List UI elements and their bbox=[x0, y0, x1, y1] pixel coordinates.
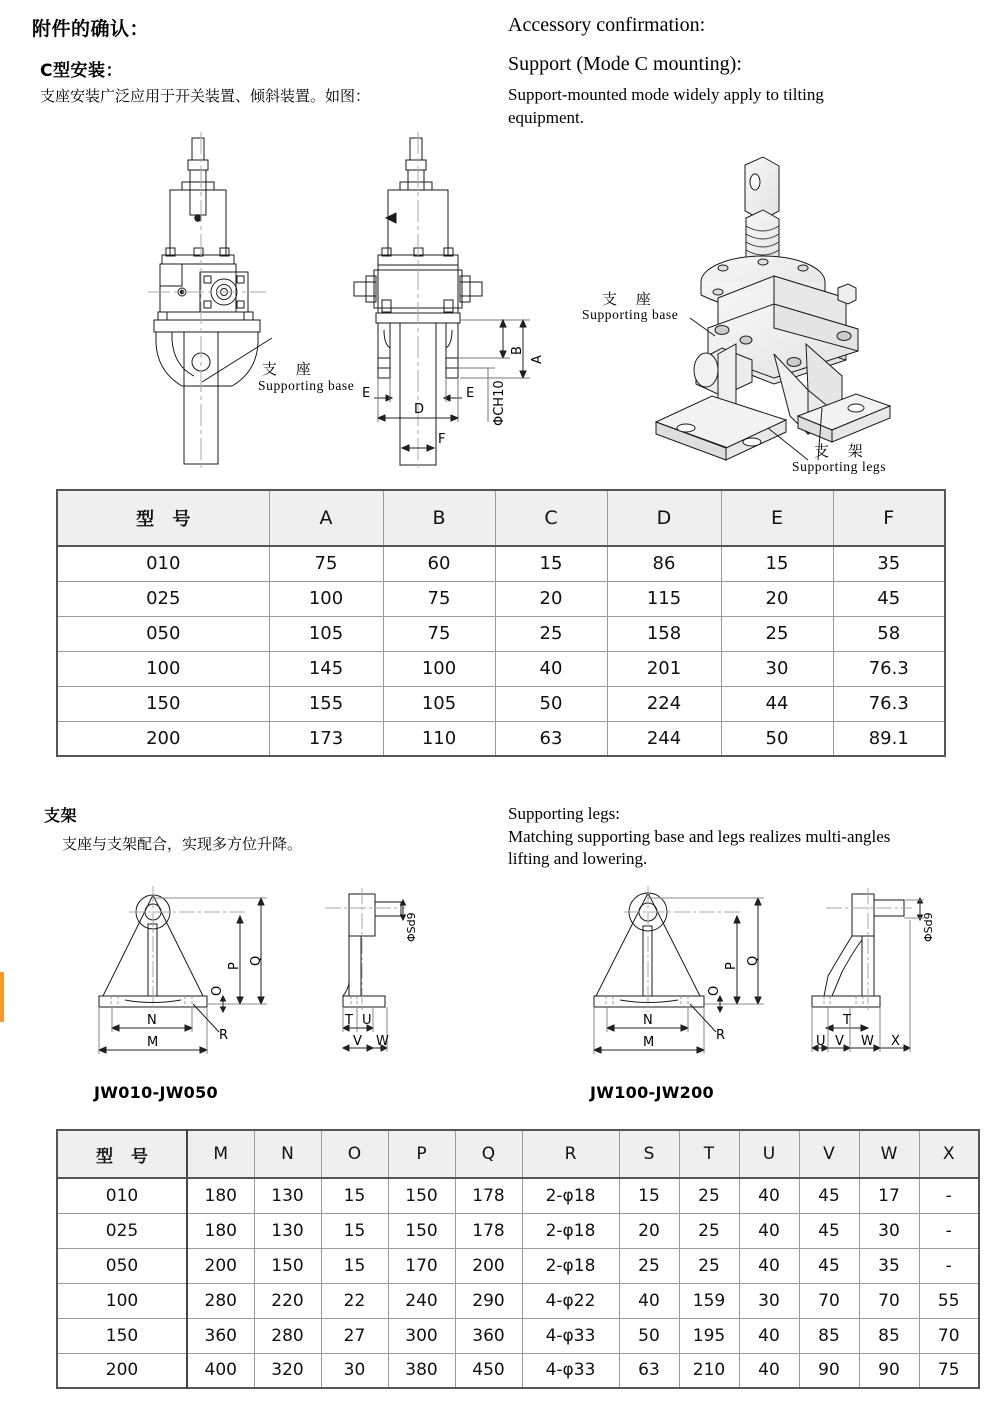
cell-n: 220 bbox=[254, 1283, 321, 1318]
column-header-w: W bbox=[859, 1130, 919, 1178]
cell-f: 76.3 bbox=[833, 651, 945, 686]
cell-p: 150 bbox=[388, 1178, 455, 1213]
cell-a: 173 bbox=[269, 721, 383, 756]
dim-label-R-large: R bbox=[716, 1028, 726, 1043]
cell-m: 400 bbox=[187, 1353, 254, 1388]
cell-t: 210 bbox=[679, 1353, 739, 1388]
table-row bbox=[57, 651, 945, 686]
cell-model: 010 bbox=[57, 1178, 187, 1213]
cell-a: 100 bbox=[269, 581, 383, 616]
cell-n: 130 bbox=[254, 1178, 321, 1213]
cell-u: 40 bbox=[739, 1248, 799, 1283]
cell-w: 30 bbox=[859, 1213, 919, 1248]
cell-o: 30 bbox=[321, 1353, 388, 1388]
dim-label-E-right: E bbox=[466, 386, 475, 401]
table-row bbox=[57, 581, 945, 616]
cell-f: 89.1 bbox=[833, 721, 945, 756]
cell-e: 50 bbox=[721, 721, 833, 756]
dim-label-N-large: N bbox=[643, 1013, 653, 1028]
cell-m: 360 bbox=[187, 1318, 254, 1353]
cell-t: 25 bbox=[679, 1178, 739, 1213]
column-header-q: Q bbox=[455, 1130, 522, 1178]
dim-label-X-large: X bbox=[891, 1034, 900, 1049]
mode-c-subtitle-cn: C型安装： bbox=[40, 61, 123, 81]
cell-model: 010 bbox=[57, 546, 269, 581]
column-header-b: B bbox=[383, 490, 495, 546]
column-header-d: D bbox=[607, 490, 721, 546]
cell-u: 40 bbox=[739, 1213, 799, 1248]
dim-label-U-small: U bbox=[362, 1013, 372, 1028]
cell-q: 360 bbox=[455, 1318, 522, 1353]
dim-label-A: A bbox=[530, 355, 545, 364]
drawing-isometric-assembly bbox=[560, 140, 990, 480]
cell-b: 75 bbox=[383, 581, 495, 616]
cell-s: 50 bbox=[619, 1318, 679, 1353]
dim-label-P-large: P bbox=[724, 962, 739, 970]
table-header-row bbox=[57, 1130, 979, 1178]
cell-t: 25 bbox=[679, 1248, 739, 1283]
cell-t: 195 bbox=[679, 1318, 739, 1353]
cell-n: 320 bbox=[254, 1353, 321, 1388]
cell-r: 2-φ18 bbox=[522, 1213, 619, 1248]
column-header-e: E bbox=[721, 490, 833, 546]
cell-v: 90 bbox=[799, 1353, 859, 1388]
cell-x: - bbox=[919, 1213, 979, 1248]
dim-label-V-large: V bbox=[835, 1034, 844, 1049]
cell-e: 25 bbox=[721, 616, 833, 651]
cell-b: 60 bbox=[383, 546, 495, 581]
column-header-u: U bbox=[739, 1130, 799, 1178]
cell-b: 110 bbox=[383, 721, 495, 756]
column-header-c: C bbox=[495, 490, 607, 546]
cell-o: 15 bbox=[321, 1213, 388, 1248]
dim-label-Q-small: Q bbox=[249, 955, 264, 966]
table-header-row bbox=[57, 490, 945, 546]
table-row bbox=[57, 1178, 979, 1213]
cell-w: 70 bbox=[859, 1283, 919, 1318]
cell-s: 63 bbox=[619, 1353, 679, 1388]
dim-label-phi-ch10: ΦCH10 bbox=[492, 380, 507, 426]
table-body bbox=[57, 1178, 979, 1388]
cell-p: 170 bbox=[388, 1248, 455, 1283]
cell-b: 100 bbox=[383, 651, 495, 686]
cell-f: 35 bbox=[833, 546, 945, 581]
dim-label-phi-sd9-small: ΦSd9 bbox=[405, 912, 418, 942]
column-header-x: X bbox=[919, 1130, 979, 1178]
cell-m: 180 bbox=[187, 1178, 254, 1213]
mode-c-subtitle-en: Support (Mode C mounting): bbox=[508, 53, 742, 75]
drawing-bracket-small-jw010-jw050 bbox=[85, 880, 418, 1070]
cell-p: 300 bbox=[388, 1318, 455, 1353]
column-header-model: 型 号 bbox=[57, 490, 269, 546]
cell-r: 4-φ33 bbox=[522, 1353, 619, 1388]
cell-w: 85 bbox=[859, 1318, 919, 1353]
callout-supporting-base-en-iso: Supporting base bbox=[582, 307, 679, 322]
cell-r: 2-φ18 bbox=[522, 1248, 619, 1283]
dim-label-B: B bbox=[510, 346, 525, 355]
cell-d: 86 bbox=[607, 546, 721, 581]
cell-a: 155 bbox=[269, 686, 383, 721]
cell-x: 55 bbox=[919, 1283, 979, 1318]
dim-label-T-small: T bbox=[345, 1013, 353, 1028]
cell-m: 280 bbox=[187, 1283, 254, 1318]
cell-c: 40 bbox=[495, 651, 607, 686]
cell-w: 17 bbox=[859, 1178, 919, 1213]
table-row bbox=[57, 686, 945, 721]
table-row bbox=[57, 1248, 979, 1283]
column-header-p: P bbox=[388, 1130, 455, 1178]
cell-model: 100 bbox=[57, 651, 269, 686]
cell-o: 22 bbox=[321, 1283, 388, 1318]
cell-f: 76.3 bbox=[833, 686, 945, 721]
cell-m: 200 bbox=[187, 1248, 254, 1283]
dim-label-R-small: R bbox=[219, 1028, 229, 1043]
cell-model: 200 bbox=[57, 1353, 187, 1388]
dim-label-O-large: O bbox=[707, 985, 722, 996]
cell-n: 130 bbox=[254, 1213, 321, 1248]
cell-d: 158 bbox=[607, 616, 721, 651]
callout-supporting-base-cn: 支 座 bbox=[262, 360, 318, 378]
dim-label-W-small: W bbox=[376, 1034, 389, 1049]
cell-f: 58 bbox=[833, 616, 945, 651]
cell-x: - bbox=[919, 1248, 979, 1283]
dim-label-Q-large: Q bbox=[746, 955, 761, 966]
cell-r: 4-φ22 bbox=[522, 1283, 619, 1318]
cell-b: 105 bbox=[383, 686, 495, 721]
cell-v: 45 bbox=[799, 1178, 859, 1213]
dim-label-M-small: M bbox=[147, 1035, 159, 1050]
cell-d: 224 bbox=[607, 686, 721, 721]
dim-label-M-large: M bbox=[643, 1035, 655, 1050]
callout-supporting-legs-cn-iso: 支 架 bbox=[814, 442, 870, 460]
dim-label-O-small: O bbox=[210, 985, 225, 996]
dim-label-phi-sd9-large: ΦSd9 bbox=[922, 912, 935, 942]
dim-label-W-large: W bbox=[861, 1034, 874, 1049]
cell-n: 280 bbox=[254, 1318, 321, 1353]
mode-c-desc-cn: 支座安装广泛应用于开关装置、倾斜装置。如图： bbox=[40, 87, 371, 105]
cell-model: 025 bbox=[57, 581, 269, 616]
mode-c-desc-en-line2: equipment. bbox=[508, 108, 585, 127]
cell-model: 050 bbox=[57, 1248, 187, 1283]
cell-a: 75 bbox=[269, 546, 383, 581]
cell-w: 35 bbox=[859, 1248, 919, 1283]
caption-jw010-jw050: JW010-JW050 bbox=[94, 1083, 218, 1102]
column-header-a: A bbox=[269, 490, 383, 546]
cell-e: 20 bbox=[721, 581, 833, 616]
dim-label-D: D bbox=[414, 402, 425, 417]
page-title-cn: 附件的确认： bbox=[32, 18, 150, 40]
cell-model: 100 bbox=[57, 1283, 187, 1318]
cell-s: 25 bbox=[619, 1248, 679, 1283]
cell-s: 40 bbox=[619, 1283, 679, 1318]
table-row bbox=[57, 1318, 979, 1353]
cell-n: 150 bbox=[254, 1248, 321, 1283]
cell-r: 4-φ33 bbox=[522, 1318, 619, 1353]
cell-d: 244 bbox=[607, 721, 721, 756]
cell-c: 20 bbox=[495, 581, 607, 616]
cell-v: 45 bbox=[799, 1213, 859, 1248]
column-header-v: V bbox=[799, 1130, 859, 1178]
dim-label-V-small: V bbox=[353, 1034, 362, 1049]
cell-u: 40 bbox=[739, 1353, 799, 1388]
callout-supporting-base-en: Supporting base bbox=[258, 378, 355, 393]
cell-a: 145 bbox=[269, 651, 383, 686]
table-row bbox=[57, 546, 945, 581]
cell-e: 30 bbox=[721, 651, 833, 686]
dim-label-T-large: T bbox=[843, 1013, 851, 1028]
cell-model: 025 bbox=[57, 1213, 187, 1248]
column-header-model: 型 号 bbox=[57, 1130, 187, 1178]
cell-t: 25 bbox=[679, 1213, 739, 1248]
dim-label-U-large: U bbox=[816, 1034, 826, 1049]
cell-q: 450 bbox=[455, 1353, 522, 1388]
table-row bbox=[57, 1353, 979, 1388]
cell-x: 70 bbox=[919, 1318, 979, 1353]
cell-d: 201 bbox=[607, 651, 721, 686]
cell-u: 40 bbox=[739, 1318, 799, 1353]
table-row bbox=[57, 1283, 979, 1318]
cell-s: 15 bbox=[619, 1178, 679, 1213]
cell-c: 50 bbox=[495, 686, 607, 721]
cell-c: 25 bbox=[495, 616, 607, 651]
cell-t: 159 bbox=[679, 1283, 739, 1318]
table-row bbox=[57, 1213, 979, 1248]
cell-f: 45 bbox=[833, 581, 945, 616]
drawing-bracket-large-jw100-jw200 bbox=[580, 880, 950, 1070]
column-header-n: N bbox=[254, 1130, 321, 1178]
cell-o: 27 bbox=[321, 1318, 388, 1353]
legs-desc-en-line2: lifting and lowering. bbox=[508, 849, 648, 868]
table-body bbox=[57, 546, 945, 756]
cell-e: 15 bbox=[721, 546, 833, 581]
page-title-en: Accessory confirmation: bbox=[508, 14, 706, 36]
cell-c: 63 bbox=[495, 721, 607, 756]
drawing-side-view-supporting-base bbox=[140, 130, 355, 470]
cell-c: 15 bbox=[495, 546, 607, 581]
column-header-f: F bbox=[833, 490, 945, 546]
cell-model: 150 bbox=[57, 1318, 187, 1353]
column-header-r: R bbox=[522, 1130, 619, 1178]
cell-u: 40 bbox=[739, 1178, 799, 1213]
cell-b: 75 bbox=[383, 616, 495, 651]
cell-model: 150 bbox=[57, 686, 269, 721]
drawing-front-view-dimensions bbox=[340, 130, 545, 470]
legs-desc-en-line1: Matching supporting base and legs realizes multi-angles bbox=[508, 827, 891, 846]
legs-desc-cn: 支座与支架配合，实现多方位升降。 bbox=[62, 835, 303, 853]
dim-label-N-small: N bbox=[147, 1013, 157, 1028]
cell-d: 115 bbox=[607, 581, 721, 616]
cell-r: 2-φ18 bbox=[522, 1178, 619, 1213]
legs-title-cn: 支架 bbox=[44, 806, 78, 825]
cell-p: 240 bbox=[388, 1283, 455, 1318]
callout-supporting-base-cn-iso: 支 座 bbox=[602, 290, 658, 308]
cell-q: 290 bbox=[455, 1283, 522, 1318]
cell-model: 200 bbox=[57, 721, 269, 756]
callout-supporting-legs-en-iso: Supporting legs bbox=[792, 459, 887, 474]
cell-x: 75 bbox=[919, 1353, 979, 1388]
cell-q: 178 bbox=[455, 1178, 522, 1213]
cell-w: 90 bbox=[859, 1353, 919, 1388]
cell-u: 30 bbox=[739, 1283, 799, 1318]
cell-o: 15 bbox=[321, 1178, 388, 1213]
cell-m: 180 bbox=[187, 1213, 254, 1248]
cell-o: 15 bbox=[321, 1248, 388, 1283]
caption-jw100-jw200: JW100-JW200 bbox=[590, 1083, 714, 1102]
mode-c-desc-en-line1: Support-mounted mode widely apply to tilting bbox=[508, 85, 824, 104]
cell-q: 178 bbox=[455, 1213, 522, 1248]
page-edge-marker bbox=[0, 972, 4, 1022]
column-header-s: S bbox=[619, 1130, 679, 1178]
dim-label-E-left: E bbox=[362, 386, 371, 401]
table-row bbox=[57, 616, 945, 651]
cell-s: 20 bbox=[619, 1213, 679, 1248]
cell-v: 70 bbox=[799, 1283, 859, 1318]
table-supporting-base-dimensions bbox=[56, 489, 946, 757]
legs-title-en: Supporting legs: bbox=[508, 804, 620, 823]
cell-e: 44 bbox=[721, 686, 833, 721]
column-header-t: T bbox=[679, 1130, 739, 1178]
cell-q: 200 bbox=[455, 1248, 522, 1283]
cell-p: 380 bbox=[388, 1353, 455, 1388]
cell-a: 105 bbox=[269, 616, 383, 651]
column-header-m: M bbox=[187, 1130, 254, 1178]
column-header-o: O bbox=[321, 1130, 388, 1178]
cell-v: 45 bbox=[799, 1248, 859, 1283]
dim-label-P-small: P bbox=[227, 962, 242, 970]
cell-x: - bbox=[919, 1178, 979, 1213]
dim-label-F: F bbox=[438, 432, 446, 447]
cell-p: 150 bbox=[388, 1213, 455, 1248]
table-supporting-legs-dimensions bbox=[56, 1129, 980, 1389]
table-row bbox=[57, 721, 945, 756]
cell-v: 85 bbox=[799, 1318, 859, 1353]
cell-model: 050 bbox=[57, 616, 269, 651]
